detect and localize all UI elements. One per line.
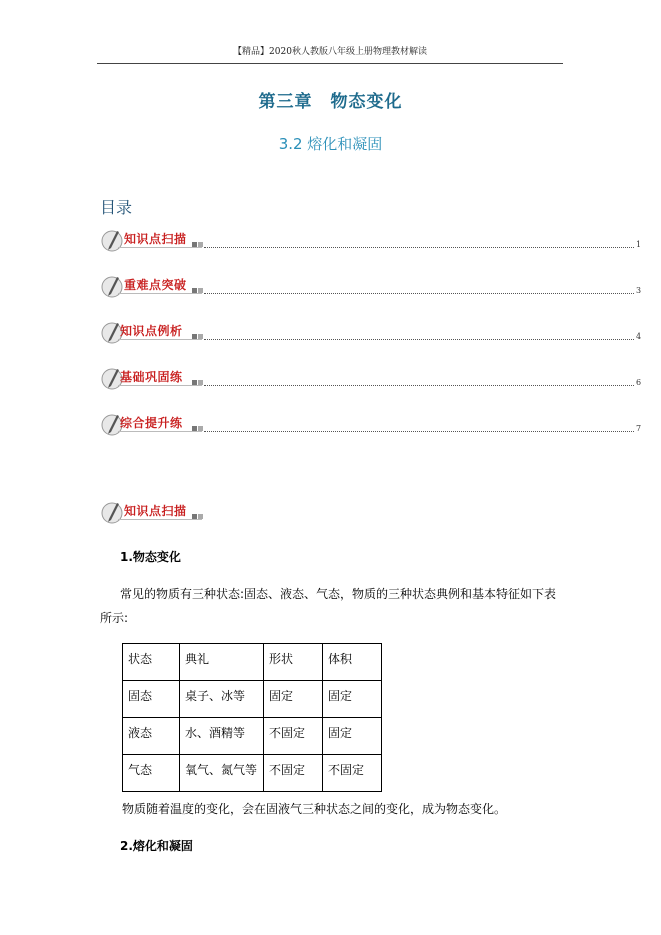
heading-melting-solidifying: 2.熔化和凝固 [120,839,193,853]
states-table [122,643,382,792]
toc-leader [204,385,634,386]
table-cell: 不固定 [264,718,323,755]
table-cell: 不固定 [264,755,323,792]
toc-item[interactable] [100,410,640,440]
paragraph: 常见的物质有三种状态:固态、液态、气态，物质的三种状态典例和基本特征如下表所示: [100,587,557,625]
pen-icon [100,274,124,298]
toc-item-label: 基础巩固练 [120,370,183,384]
section-title: 3.2 熔化和凝固 [278,135,383,153]
pen-icon [100,228,124,252]
table-row [123,681,382,718]
table-cell: 气态 [123,755,180,792]
toc-page-number: 4 [636,332,642,341]
pen-icon [100,500,124,524]
toc-item-label: 知识点扫描 [124,232,187,246]
table-header-cell: 形状 [264,644,323,681]
table-cell: 固定 [264,681,323,718]
toc-item-label: 知识点例析 [120,324,183,338]
toc-page-number: 6 [636,378,642,387]
table-cell: 不固定 [323,755,382,792]
table-cell: 固定 [323,718,382,755]
toc-leader [204,339,634,340]
heading-material-change: 1.物态变化 [120,550,181,564]
header-rule [97,63,563,64]
table-cell: 桌子、冰等 [180,681,264,718]
toc-item-label: 重难点突破 [124,278,187,292]
toc-leader [204,431,634,432]
table-header-cell: 状态 [123,644,180,681]
paragraph: 物质随着温度的变化，会在固液气三种状态之间的变化，成为物态变化。 [122,802,507,816]
table-cell: 液态 [123,718,180,755]
toc-item-label: 综合提升练 [120,416,183,430]
toc-item[interactable] [100,272,640,302]
table-row [123,755,382,792]
table-row [123,718,382,755]
toc-page-number: 3 [636,286,642,295]
section-badge [100,318,204,346]
toc-page-number: 1 [636,240,642,249]
page-header: 【精品】2020秋人教版八年级上册物理教材解读 [233,47,427,57]
chapter-title: 第三章 物态变化 [258,92,403,112]
toc-leader [204,293,634,294]
table-cell: 固态 [123,681,180,718]
section-badge [100,364,204,392]
toc-item[interactable] [100,364,640,394]
section-badge [100,226,204,254]
section-badge [100,498,210,528]
toc-leader [204,247,634,248]
table-header-row [123,644,382,681]
toc-page-number: 7 [636,424,642,433]
table-header-cell: 体积 [323,644,382,681]
section-badge [100,272,204,300]
toc-item[interactable] [100,226,640,256]
table-cell: 固定 [323,681,382,718]
section-badge-label: 知识点扫描 [124,504,187,518]
table-cell: 水、酒精等 [180,718,264,755]
section-badge [100,410,204,438]
toc-title: 目录 [100,198,133,217]
table-header-cell: 典礼 [180,644,264,681]
table-cell: 氧气、氮气等 [180,755,264,792]
toc-item[interactable] [100,318,640,348]
